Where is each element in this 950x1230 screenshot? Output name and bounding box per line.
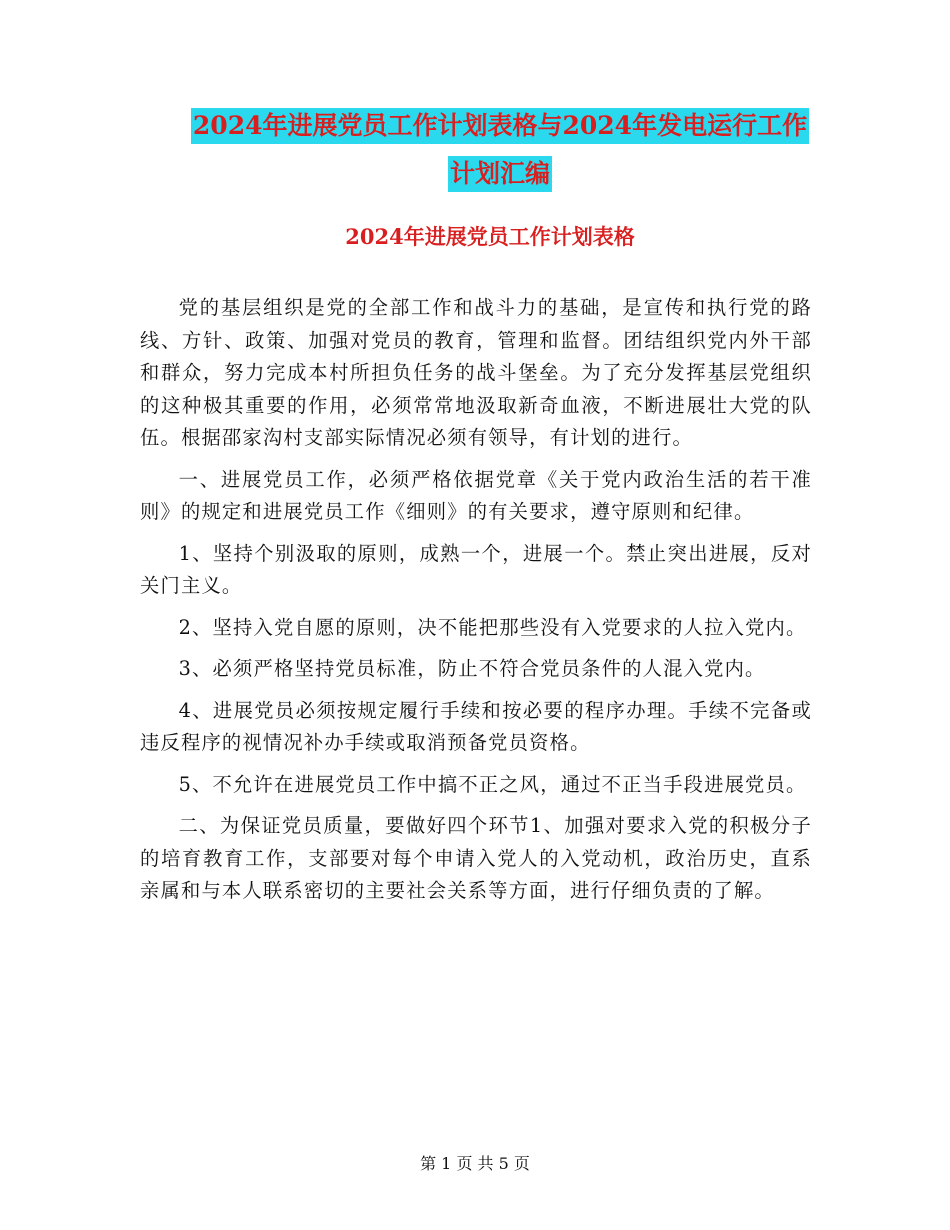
paragraph-principle-one: 一、进展党员工作，必须严格依据党章《关于党内政治生活的若干准则》的规定和进展党员工作《细则》的有关要求，遵守原则和纪律。 [140,467,812,523]
paragraph-item-2: 2、坚持入党自愿的原则，决不能把那些没有入党要求的人拉入党内。 [178,615,807,639]
paragraph-intro: 党的基层组织是党的全部工作和战斗力的基础，是宣传和执行党的路线、方针、政策、加强对党员的教育，管理和监督。团结组织党内外干部和群众，努力完成本村所担负任务的战斗堡垒。为了充分发挥基层党组织的这种极其重要的作用，必须常常地汲取新奇血液，不断进展壮大党的队伍。根据邵家沟村支部实际情况必须有领导，有计划的进行。 [140,296,812,449]
paragraph-item-3: 3、必须严格坚持党员标准，防止不符合党员条件的人混入党内。 [178,657,766,680]
title-line-1: 2024年进展党员工作计划表格与2024年发电运行工作 [191,108,809,144]
document-title [140,108,860,192]
title-line-2: 计划汇编 [448,156,552,192]
section-heading: 2024年进展党员工作计划表格 [345,224,635,249]
paragraph-item-5: 5、不允许在进展党员工作中搞不正之风，通过不正当手段进展党员。 [178,772,807,796]
paragraph-principle-two: 二、为保证党员质量，要做好四个环节1、加强对要求入党的积极分子的培育教育工作，支部要对每个申请入党人的入党动机，政治历史，直系亲属和与本人联系密切的主要社会关系等方面，进行仔细负责的了解。 [140,814,812,902]
paragraph-item-4: 4、进展党员必须按规定履行手续和按必要的程序办理。手续不完备或违反程序的视情况补办手续或取消预备党员资格。 [140,698,812,754]
paragraph-item-1: 1、坚持个别汲取的原则，成熟一个，进展一个。禁止突出进展，反对关门主义。 [140,541,812,597]
document-body [140,292,812,917]
page-number-footer: 第 1 页 共 5 页 [420,1154,530,1173]
